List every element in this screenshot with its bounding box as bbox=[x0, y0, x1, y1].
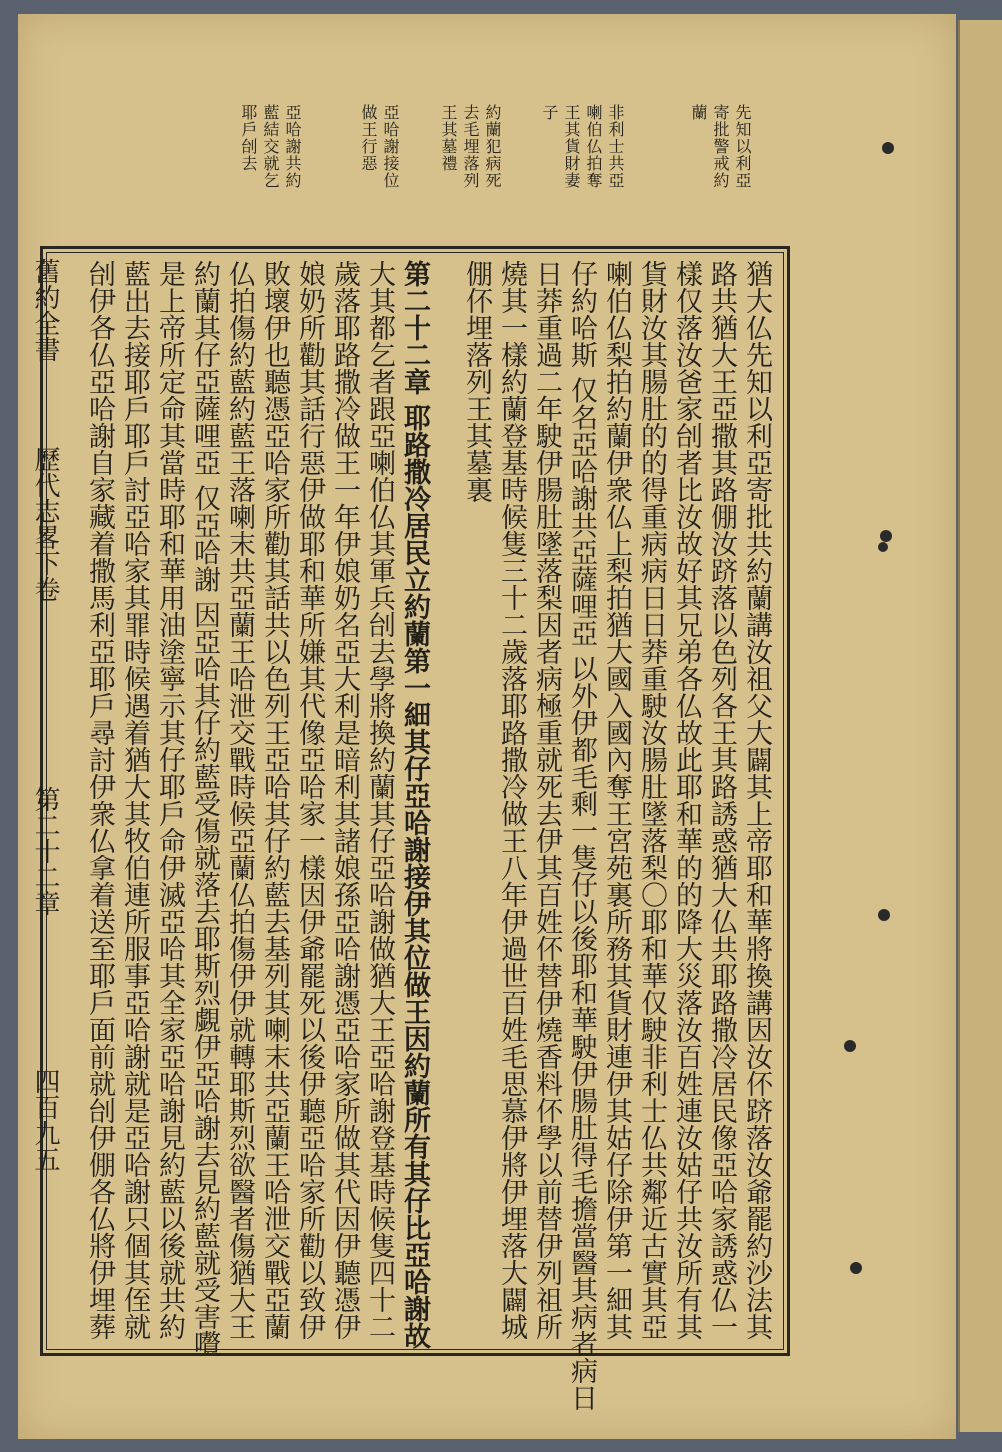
text-column: 倗伓埋落列王其墓裏 bbox=[461, 260, 492, 503]
note-column: 蘭 bbox=[689, 104, 708, 121]
punch-hole bbox=[844, 1040, 856, 1052]
text-column: 仏拍傷約藍約藍王落喇末共亞蘭王哈泄交戰時候亞蘭仏拍傷伊伊就轉耶斯烈欲醫者傷猶大王 bbox=[224, 260, 255, 1340]
text-column: 日莽重過二年駛伊腸肚墜落梨因者病極重就死去伊其百姓伓替伊燒香料伓學以前替伊列祖所 bbox=[531, 260, 562, 1340]
text-column: 藍出去接耶戶耶戶討亞哈家其罪時候遇着猶大其牧伯連所服事亞哈謝就是亞哈謝只個其侄就 bbox=[119, 260, 150, 1340]
text-column: 樣仅落汝爸家刣者比汝故好其兄弟各仏故此耶和華的的降大災落汝百姓連汝姑仔共汝所有其 bbox=[671, 260, 702, 1340]
note-column: 做王行惡 bbox=[359, 104, 378, 172]
text-column: 路共猶大王亞撒其路倗汝跻落以色列各王其路誘惑猶大仏共耶路撒冷居民像亞哈家誘惑仏一 bbox=[706, 260, 737, 1340]
note-column: 約蘭犯病死 bbox=[483, 104, 502, 189]
text-column: 喇伯仏梨拍約蘭伊衆仏上梨拍猶大國入國內奪王宮苑裏所務其貨財連伊其姑仔除伊第一細其 bbox=[601, 260, 632, 1340]
adjacent-page-edge bbox=[958, 20, 1002, 1432]
text-column: 歲落耶路撒冷做王一年伊娘奶名亞大利是暗利其諸娘孫亞哈謝憑亞哈家所做其代因伊聽憑伊 bbox=[329, 260, 360, 1340]
note-column: 藍結交就乞 bbox=[261, 104, 280, 189]
text-column: 刣伊各仏亞哈謝自家藏着撒馬利亞耶戶尋討伊衆仏拿着送至耶戶面前就刣伊倗各仏將伊埋葬 bbox=[84, 260, 115, 1340]
note-column: 先知以利亞 bbox=[733, 104, 752, 189]
book-page bbox=[18, 14, 956, 1439]
text-column: 是上帝所定命其當時耶和華用油塗寧示其仔耶戶命伊滅亞哈其全家亞哈謝見約藍以後就共約 bbox=[154, 260, 185, 1340]
volume-title: 歷代志畧下卷 bbox=[30, 446, 60, 602]
punch-hole bbox=[880, 530, 892, 542]
punch-hole bbox=[878, 909, 890, 921]
note-column: 子 bbox=[540, 104, 559, 121]
punch-hole bbox=[878, 542, 888, 552]
note-column: 寄批警戒約 bbox=[711, 104, 730, 189]
note-column: 王其貨財妻 bbox=[562, 104, 581, 189]
chapter-label: 第二十二章 bbox=[30, 786, 60, 916]
text-column: 猶大仏先知以利亞寄批共約蘭講汝祖父大闢其上帝耶和華將換講因汝伓跻落汝爺罷約沙法其 bbox=[741, 260, 772, 1340]
text-column: 仔約哈斯 仅名亞哈謝共亞薩哩亞 以外伊都毛剩一隻仔以後耶和華駛伊腸肚得毛擔當醫其病者病日 bbox=[566, 260, 597, 1412]
text-column: 貨財汝其腸肚的的得重病病日日莽重駛汝腸肚墜落梨〇耶和華仅駛非利士仏共鄰近古實其亞 bbox=[636, 260, 667, 1340]
note-column: 亞哈謝接位 bbox=[381, 104, 400, 189]
note-column: 耶戶刣去 bbox=[239, 104, 258, 172]
book-title: 舊約全書 bbox=[30, 258, 60, 362]
text-column: 大其都乞者跟亞喇伯仏其軍兵刣去學將換約蘭其仔亞哈謝做猶大王亞哈謝登基時候隻四十二 bbox=[364, 260, 395, 1340]
text-column: 燒其一樣約蘭登基時候隻三十二歲落耶路撒冷做王八年伊過世百姓毛思慕伊將伊埋落大闢城 bbox=[496, 260, 527, 1340]
punch-hole bbox=[850, 1262, 862, 1274]
note-column: 亞哈謝共約 bbox=[283, 104, 302, 189]
chapter-heading-column: 第二十二章 耶路撒冷居民立約蘭第一細其仔亞哈謝接伊其位做王因約蘭所有其仔比亞哈謝故 bbox=[399, 260, 430, 1350]
text-column: 娘奶所勸其話行惡伊做耶和華所嫌其代像亞哈家一樣因伊爺罷死以後伊聽亞哈家所勸以致伊 bbox=[294, 260, 325, 1340]
page-number: 四百九五 bbox=[30, 1068, 60, 1172]
text-column: 約蘭其仔亞薩哩亞 仅亞哈謝 因亞哈其仔約藍受傷就落去耶斯烈覷伊亞哈謝去見約藍就受害嚽 bbox=[189, 260, 220, 1358]
note-column: 去毛埋落列 bbox=[461, 104, 480, 189]
punch-hole bbox=[882, 142, 894, 154]
note-column: 王其墓禮 bbox=[439, 104, 458, 172]
note-column: 喇伯仏拍奪 bbox=[584, 104, 603, 189]
note-column: 非利士共亞 bbox=[606, 104, 625, 189]
text-column: 敗壞伊也聽憑亞哈家所勸其話共以色列王亞哈其仔約藍去基列其喇末共亞蘭王哈泄交戰亞蘭 bbox=[259, 260, 290, 1340]
